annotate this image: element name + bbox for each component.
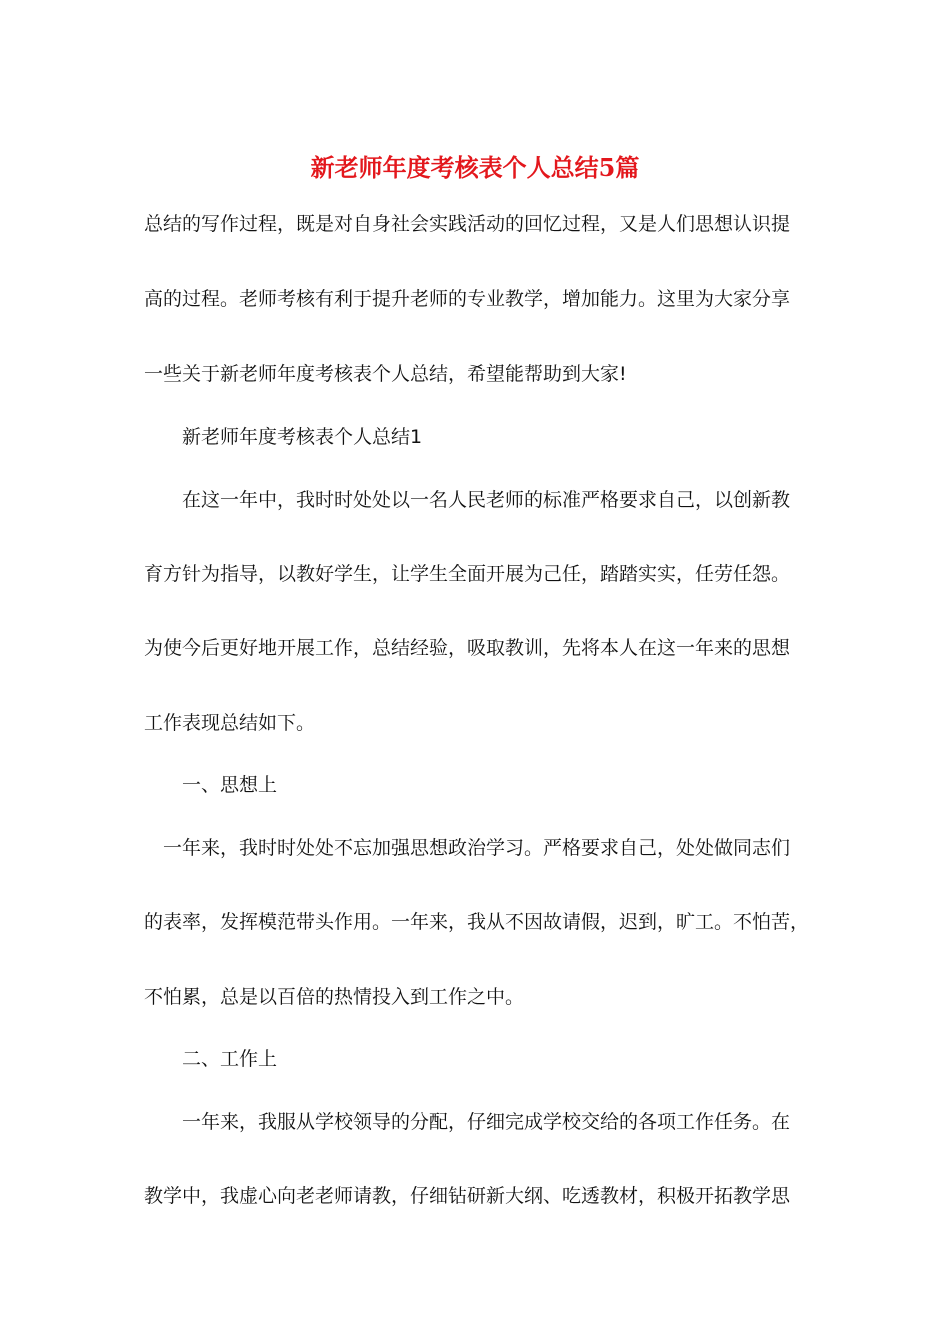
paragraph-line: 为使今后更好地开展工作，总结经验，吸取教训，先将本人在这一年来的思想 <box>144 637 791 659</box>
document-title: 新老师年度考核表个人总结5篇 <box>310 153 640 182</box>
paragraph-line: 高的过程。老师考核有利于提升老师的专业教学，增加能力。这里为大家分享 <box>144 288 791 310</box>
paragraph-line: 总结的写作过程，既是对自身社会实践活动的回忆过程，又是人们思想认识提 <box>144 213 791 235</box>
paragraph-line: 在这一年中，我时时处处以一名人民老师的标准严格要求自己，以创新教 <box>182 489 791 511</box>
paragraph-line: 工作表现总结如下。 <box>144 712 316 734</box>
paragraph-line: 一些关于新老师年度考核表个人总结，希望能帮助到大家! <box>144 363 627 385</box>
paragraph-line: 不怕累，总是以百倍的热情投入到工作之中。 <box>144 986 525 1008</box>
paragraph-line: 一年来，我时时处处不忘加强思想政治学习。严格要求自己，处处做同志们 <box>163 837 791 859</box>
section-heading: 一、思想上 <box>182 774 278 796</box>
section-heading: 二、工作上 <box>182 1048 278 1070</box>
section-heading: 新老师年度考核表个人总结1 <box>182 426 423 448</box>
paragraph-line: 育方针为指导，以教好学生，让学生全面开展为己任，踏踏实实，任劳任怨。 <box>144 563 791 585</box>
paragraph-line: 一年来，我服从学校领导的分配，仔细完成学校交给的各项工作任务。在 <box>182 1111 791 1133</box>
paragraph-line: 的表率，发挥模范带头作用。一年来，我从不因故请假，迟到，旷工。不怕苦， <box>144 911 810 933</box>
paragraph-line: 教学中，我虚心向老老师请教，仔细钻研新大纲、吃透教材，积极开拓教学思 <box>144 1185 791 1207</box>
